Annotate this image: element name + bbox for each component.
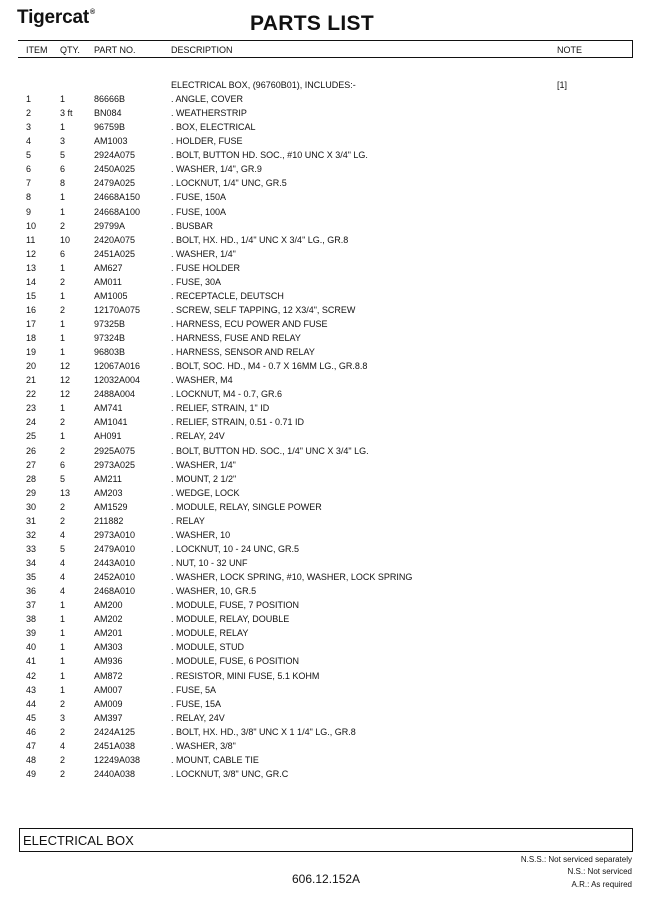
part-number: AM202 xyxy=(94,614,123,625)
abbreviation-legend xyxy=(521,854,632,891)
description: . WEDGE, LOCK xyxy=(171,487,240,498)
description: . BUSBAR xyxy=(171,220,214,231)
column-header-description: DESCRIPTION xyxy=(171,45,233,55)
quantity: 1 xyxy=(60,262,66,273)
description: . HARNESS, SENSOR AND RELAY xyxy=(171,347,315,358)
part-number: AM741 xyxy=(94,403,123,414)
description: . WASHER, 1/4" xyxy=(171,459,236,470)
part-number: AM203 xyxy=(94,487,123,498)
quantity: 4 xyxy=(60,740,66,751)
item-number: 20 xyxy=(26,361,37,372)
quantity: 12 xyxy=(60,361,71,372)
quantity: 5 xyxy=(60,150,66,161)
item-number: 33 xyxy=(26,543,37,554)
description: . FUSE, 150A xyxy=(171,192,227,203)
quantity: 12 xyxy=(60,389,71,400)
item-number: 15 xyxy=(26,290,37,301)
quantity: 2 xyxy=(60,445,66,456)
item-number: 43 xyxy=(26,684,37,695)
part-number: 2420A075 xyxy=(94,234,136,245)
quantity: 5 xyxy=(60,543,66,554)
quantity: 6 xyxy=(60,459,66,470)
part-number: 97324B xyxy=(94,333,126,343)
part-number: AM1529 xyxy=(94,501,128,512)
part-number: AM007 xyxy=(94,684,123,695)
item-number: 35 xyxy=(26,572,37,582)
item-number: 4 xyxy=(26,136,32,147)
item-number: 49 xyxy=(26,768,37,779)
description: . WASHER, LOCK SPRING, #10, WASHER, LOCK SPRING xyxy=(171,572,413,582)
description: . BOLT, SOC. HD., M4 - 0.7 X 16MM LG., GR.8.8 xyxy=(171,361,368,372)
item-number: 39 xyxy=(26,628,37,639)
part-number: AM1003 xyxy=(94,136,128,147)
quantity: 6 xyxy=(60,164,66,175)
quantity: 2 xyxy=(60,276,66,287)
part-number: 2440A038 xyxy=(94,768,136,779)
item-number: 44 xyxy=(26,698,37,709)
part-number: AM011 xyxy=(94,276,122,287)
item-number: 46 xyxy=(26,726,37,737)
item-number: 19 xyxy=(26,347,37,358)
description: . LOCKNUT, 10 - 24 UNC, GR.5 xyxy=(171,543,300,554)
quantity: 13 xyxy=(60,487,71,498)
part-number: 2443A010 xyxy=(94,558,136,568)
description: . NUT, 10 - 32 UNF xyxy=(171,558,248,568)
description: . RELAY xyxy=(171,515,205,526)
legend-line: A.R.: As required xyxy=(571,879,632,889)
footer-title: ELECTRICAL BOX xyxy=(23,833,134,848)
item-number: 32 xyxy=(26,529,37,540)
quantity: 1 xyxy=(60,431,66,442)
part-number: 2925A075 xyxy=(94,445,136,456)
part-number: 211882 xyxy=(94,515,124,526)
quantity: 1 xyxy=(60,206,66,217)
quantity: 1 xyxy=(60,670,66,681)
description: . BOX, ELECTRICAL xyxy=(171,122,256,133)
description: . FUSE, 30A xyxy=(171,276,222,287)
description: . HOLDER, FUSE xyxy=(171,136,243,147)
part-number: BN084 xyxy=(94,108,122,119)
part-number: 24668A100 xyxy=(94,206,141,217)
quantity: 3 xyxy=(60,712,66,723)
description: . WASHER, 10 xyxy=(171,529,231,540)
item-number: 36 xyxy=(26,586,37,597)
description: . WASHER, 10, GR.5 xyxy=(171,586,257,597)
quantity: 1 xyxy=(60,347,66,358)
item-number: 8 xyxy=(26,192,32,203)
description: . HARNESS, FUSE AND RELAY xyxy=(171,333,301,343)
item-number: 28 xyxy=(26,473,37,484)
quantity: 2 xyxy=(60,698,66,709)
part-number: AM303 xyxy=(94,642,123,653)
quantity: 1 xyxy=(60,122,66,133)
quantity: 4 xyxy=(60,572,66,582)
item-number: 6 xyxy=(26,164,32,175)
item-number: 5 xyxy=(26,150,32,161)
document-number: 606.12.152A xyxy=(292,872,361,886)
description: . RELAY, 24V xyxy=(171,431,225,442)
assembly-note: [1] xyxy=(557,80,568,90)
description: . FUSE, 15A xyxy=(171,698,222,709)
part-number: AM200 xyxy=(94,600,123,611)
description: . MODULE, RELAY, SINGLE POWER xyxy=(171,501,322,512)
description: . LOCKNUT, 1/4" UNC, GR.5 xyxy=(171,178,287,189)
item-number: 10 xyxy=(26,220,37,231)
item-number: 22 xyxy=(26,389,37,400)
part-number: 2479A025 xyxy=(94,178,136,189)
item-number: 2 xyxy=(26,108,32,119)
quantity: 3 xyxy=(60,136,66,147)
description: . SCREW, SELF TAPPING, 12 X3/4", SCREW xyxy=(171,304,356,315)
item-number: 38 xyxy=(26,614,37,625)
part-number: 2924A075 xyxy=(94,150,136,161)
description: . MODULE, FUSE, 7 POSITION xyxy=(171,600,300,611)
description: . MODULE, FUSE, 6 POSITION xyxy=(171,656,300,667)
description: . WASHER, M4 xyxy=(171,375,233,386)
part-number: 2488A004 xyxy=(94,389,136,400)
item-number: 1 xyxy=(26,94,32,104)
quantity: 1 xyxy=(60,656,66,667)
part-number: AM627 xyxy=(94,262,123,273)
part-number: AM1041 xyxy=(94,417,128,428)
item-number: 25 xyxy=(26,431,37,442)
quantity: 1 xyxy=(60,94,66,104)
description: . WASHER, 1/4", GR.9 xyxy=(171,164,262,175)
quantity: 4 xyxy=(60,529,66,540)
description: . LOCKNUT, 3/8" UNC, GR.C xyxy=(171,768,289,779)
description: . HARNESS, ECU POWER AND FUSE xyxy=(171,319,328,329)
part-number: 2452A010 xyxy=(94,572,136,582)
item-number: 29 xyxy=(26,487,37,498)
description: . MODULE, RELAY xyxy=(171,628,249,639)
part-number: 86666B xyxy=(94,94,126,104)
part-number: AH091 xyxy=(94,431,122,442)
item-number: 16 xyxy=(26,304,37,315)
item-number: 40 xyxy=(26,642,37,653)
page-title xyxy=(0,12,650,36)
item-number: 34 xyxy=(26,558,37,568)
column-header-part-no: PART NO. xyxy=(94,45,136,55)
description: . FUSE HOLDER xyxy=(171,262,241,273)
description: . BOLT, BUTTON HD. SOC., 1/4" UNC X 3/4" LG. xyxy=(171,445,369,456)
description: . MODULE, STUD xyxy=(171,642,245,653)
description: . MODULE, RELAY, DOUBLE xyxy=(171,614,290,625)
description: . WEATHERSTRIP xyxy=(171,108,247,119)
item-number: 48 xyxy=(26,754,37,765)
item-number: 41 xyxy=(26,656,37,667)
quantity: 6 xyxy=(60,248,66,259)
description: . BOLT, HX. HD., 1/4" UNC X 3/4" LG., GR.8 xyxy=(171,234,349,245)
quantity: 3 ft xyxy=(60,108,73,119)
description: . MOUNT, CABLE TIE xyxy=(171,754,259,765)
description: . RELAY, 24V xyxy=(171,712,225,723)
quantity: 4 xyxy=(60,586,66,597)
quantity: 5 xyxy=(60,473,66,484)
part-number: AM009 xyxy=(94,698,123,709)
description: . RESISTOR, MINI FUSE, 5.1 KOHM xyxy=(171,670,320,681)
part-number: 2973A010 xyxy=(94,529,136,540)
item-number: 18 xyxy=(26,333,37,343)
quantity: 1 xyxy=(60,290,66,301)
description: . FUSE, 100A xyxy=(171,206,227,217)
part-number: 29799A xyxy=(94,220,126,231)
item-number: 11 xyxy=(26,234,36,245)
part-number: 24668A150 xyxy=(94,192,141,203)
part-number: AM211 xyxy=(94,473,122,484)
part-number: 2424A125 xyxy=(94,726,136,737)
part-number: 97325B xyxy=(94,319,126,329)
item-number: 37 xyxy=(26,600,37,611)
description: . LOCKNUT, M4 - 0.7, GR.6 xyxy=(171,389,283,400)
logo-text: Tigercat xyxy=(17,7,89,28)
part-number: AM201 xyxy=(94,628,123,639)
item-number: 23 xyxy=(26,403,37,414)
item-number: 45 xyxy=(26,712,37,723)
legend-line: N.S.S.: Not serviced separately xyxy=(520,855,632,864)
item-number: 3 xyxy=(26,122,32,133)
item-number: 27 xyxy=(26,459,37,470)
item-number: 47 xyxy=(26,740,37,751)
quantity: 1 xyxy=(60,600,66,611)
item-number: 7 xyxy=(26,178,32,189)
column-header-item: ITEM xyxy=(26,45,48,55)
part-number: 2451A025 xyxy=(94,248,136,259)
part-number: 2450A025 xyxy=(94,164,136,175)
description: . RELIEF, STRAIN, 1" ID xyxy=(171,403,270,414)
part-number: 2468A010 xyxy=(94,586,136,597)
quantity: 1 xyxy=(60,192,66,203)
quantity: 2 xyxy=(60,515,66,526)
item-number: 9 xyxy=(26,206,32,217)
item-number: 13 xyxy=(26,262,37,273)
description: . BOLT, HX. HD., 3/8" UNC X 1 1/4" LG., GR.8 xyxy=(171,726,356,737)
description: . RECEPTACLE, DEUTSCH xyxy=(171,290,284,301)
part-number: 12249A038 xyxy=(94,754,141,765)
part-number: AM397 xyxy=(94,712,123,723)
item-number: 24 xyxy=(26,417,37,428)
part-number: 96759B xyxy=(94,122,126,133)
description: . FUSE, 5A xyxy=(171,684,217,695)
description: . RELIEF, STRAIN, 0.51 - 0.71 ID xyxy=(171,417,305,428)
quantity: 1 xyxy=(60,333,66,343)
description: . MOUNT, 2 1/2" xyxy=(171,473,237,484)
quantity: 2 xyxy=(60,304,66,315)
part-number: AM872 xyxy=(94,670,123,681)
item-number: 12 xyxy=(26,248,37,259)
quantity: 2 xyxy=(60,220,66,231)
description: . BOLT, BUTTON HD. SOC., #10 UNC X 3/4" LG. xyxy=(171,150,368,161)
quantity: 2 xyxy=(60,754,66,765)
part-number: 12067A016 xyxy=(94,361,141,372)
quantity: 1 xyxy=(60,628,66,639)
column-header-qty: QTY. xyxy=(60,45,80,55)
quantity: 10 xyxy=(60,234,71,245)
quantity: 2 xyxy=(60,768,66,779)
item-number: 21 xyxy=(26,375,37,386)
part-number: 2479A010 xyxy=(94,543,136,554)
item-number: 42 xyxy=(26,670,37,681)
part-number: AM936 xyxy=(94,656,123,667)
item-number: 17 xyxy=(26,319,37,329)
part-number: 96803B xyxy=(94,347,126,358)
quantity: 4 xyxy=(60,558,66,568)
description: . WASHER, 3/8" xyxy=(171,740,236,751)
registered-mark: ® xyxy=(89,9,95,16)
page-title-text: PARTS LIST xyxy=(250,12,374,35)
quantity: 2 xyxy=(60,501,66,512)
item-number: 26 xyxy=(26,445,37,456)
quantity: 1 xyxy=(60,684,66,695)
column-header-note: NOTE xyxy=(557,45,583,55)
quantity: 1 xyxy=(60,319,66,329)
quantity: 1 xyxy=(60,642,66,653)
description: . WASHER, 1/4" xyxy=(171,248,236,259)
quantity: 12 xyxy=(60,375,71,386)
description: . ANGLE, COVER xyxy=(171,94,244,104)
legend-line: N.S.: Not serviced xyxy=(567,867,632,877)
item-number: 14 xyxy=(26,276,37,287)
item-number: 30 xyxy=(26,501,37,512)
part-number: AM1005 xyxy=(94,290,128,301)
part-number: 12170A075 xyxy=(94,304,141,315)
assembly-description: ELECTRICAL BOX, (96760B01), INCLUDES:- xyxy=(171,80,356,90)
item-number: 31 xyxy=(26,515,37,526)
quantity: 1 xyxy=(60,614,66,625)
part-number: 2451A038 xyxy=(94,740,136,751)
quantity: 2 xyxy=(60,726,66,737)
quantity: 8 xyxy=(60,178,66,189)
part-number: 12032A004 xyxy=(94,375,141,386)
part-number: 2973A025 xyxy=(94,459,136,470)
quantity: 1 xyxy=(60,403,66,414)
quantity: 2 xyxy=(60,417,66,428)
